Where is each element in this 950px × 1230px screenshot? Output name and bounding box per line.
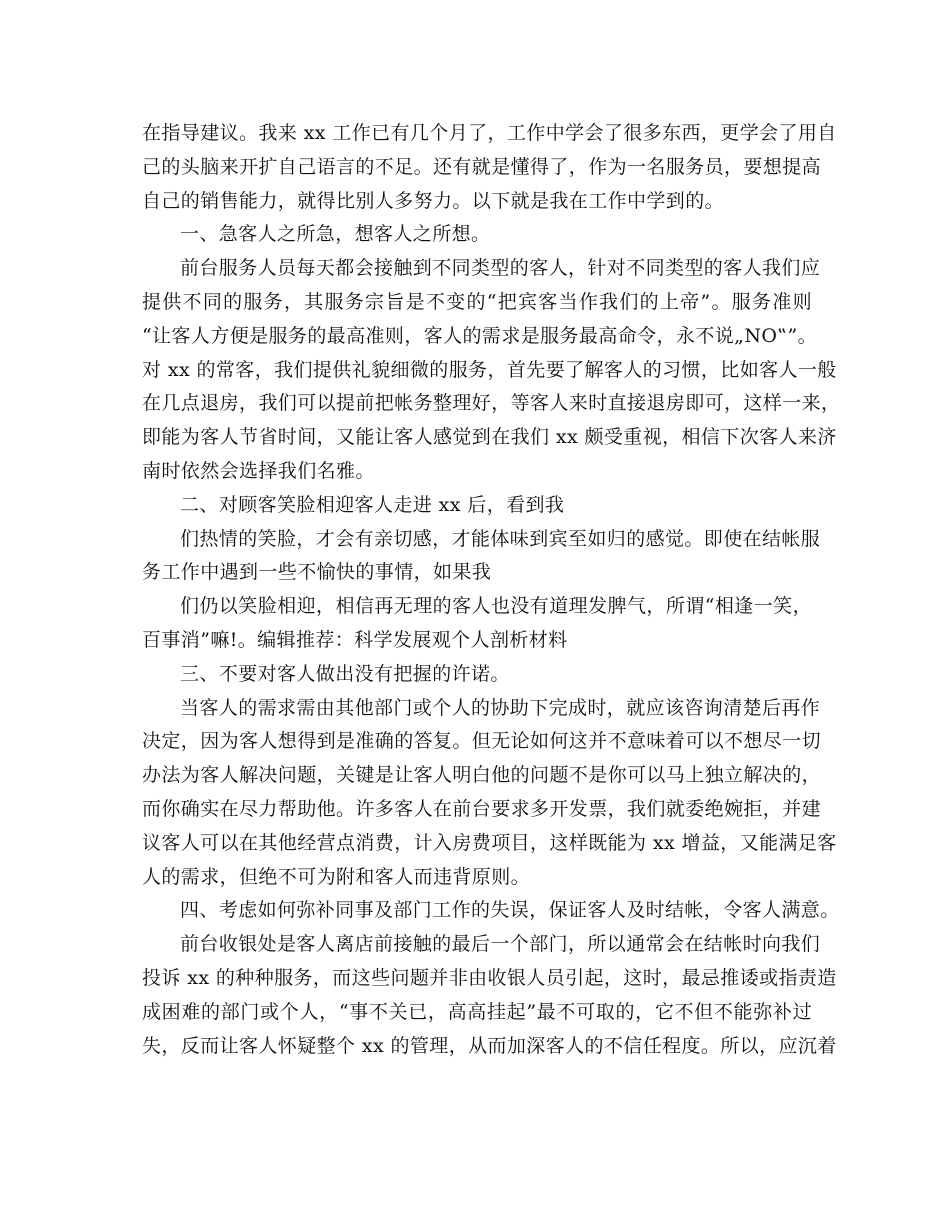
text-line: 在几点退房，我们可以提前把帐务整理好，等客人来时直接退房即可，这样一来， (142, 392, 841, 415)
text-line: 人的需求，但绝不可为附和客人而违背原则。 (142, 865, 531, 888)
document-body (142, 117, 841, 1063)
section-heading: 一、急客人之所急，想客人之所想。 (180, 223, 491, 246)
section-heading: 三、不要对客人做出没有把握的许诺。 (180, 662, 510, 685)
text-line: 决定，因为客人想得到是准确的答复。但无论如何这并不意味着可以不想尽一切 (142, 730, 822, 753)
text-line: 务工作中遇到一些不愉快的事情，如果我 (142, 561, 492, 584)
text-line: 们热情的笑脸，才会有亲切感，才能体味到宾至如归的感觉。即使在结帐服 (180, 527, 821, 550)
text-line: 提供不同的服务，其服务宗旨是不变的“把宾客当作我们的上帝”。服务准则 (142, 290, 812, 313)
text-line: 们仍以笑脸相迎，相信再无理的客人也没有道理发脾气，所谓“相逢一笑， (180, 595, 812, 618)
text-line: 在指导建议。我来 xx 工作已有几个月了，工作中学会了很多东西，更学会了用自 (142, 122, 837, 144)
text-line: 自己的销售能力，就得比别人多努力。以下就是我在工作中学到的。 (142, 189, 725, 212)
text-line: 成困难的部门或个人，“事不关已，高高挂起”最不可取的，它不但不能弥补过 (142, 1000, 812, 1023)
text-line: 前台收银处是客人离店前接触的最后一个部门，所以通常会在结帐时向我们 (180, 933, 821, 956)
text-line: 百事消”嘛!。编辑推荐：科学发展观个人剖析材料 (142, 628, 568, 651)
text-line: 议客人可以在其他经营点消费，计入房费项目，这样既能为 xx 增益，又能满足客 (142, 831, 837, 854)
text-line: 即能为客人节省时间，又能让客人感觉到在我们 xx 颇受重视，相信下次客人来济 (142, 426, 837, 449)
text-line: 己的头脑来开扩自己语言的不足。还有就是懂得了，作为一名服务员，要想提高 (142, 155, 822, 178)
text-line: 办法为客人解决问题，关键是让客人明白他的问题不是你可以马上独立解决的， (142, 764, 822, 787)
text-line: 对 xx 的常客，我们提供礼貌细微的服务，首先要了解客人的习惯，比如客人一般 (142, 358, 837, 381)
text-line: 南时依然会选择我们名雅。 (142, 459, 375, 482)
text-line: 当客人的需求需由其他部门或个人的协助下完成时，就应该咨询清楚后再作 (180, 696, 821, 719)
text-line: 前台服务人员每天都会接触到不同类型的客人，针对不同类型的客人我们应 (180, 257, 821, 280)
text-line: 失，反而让客人怀疑整个 xx 的管理，从而加深客人的不信任程度。所以，应沉着 (142, 1034, 837, 1057)
text-line: “让客人方便是服务的最高准则，客人的需求是服务最高命令，永不说„NO‟”。 (142, 324, 817, 347)
section-heading: 二、对顾客笑脸相迎客人走进 xx 后，看到我 (180, 493, 565, 516)
text-line: 投诉 xx 的种种服务，而这些问题并非由收银人员引起，这时，最忌推诿或指责造 (142, 966, 837, 989)
section-heading: 四、考虑如何弥补同事及部门工作的失误，保证客人及时结帐，令客人满意。 (180, 899, 840, 922)
text-line: 而你确实在尽力帮助他。许多客人在前台要求多开发票，我们就委绝婉拒，并建 (142, 797, 822, 820)
